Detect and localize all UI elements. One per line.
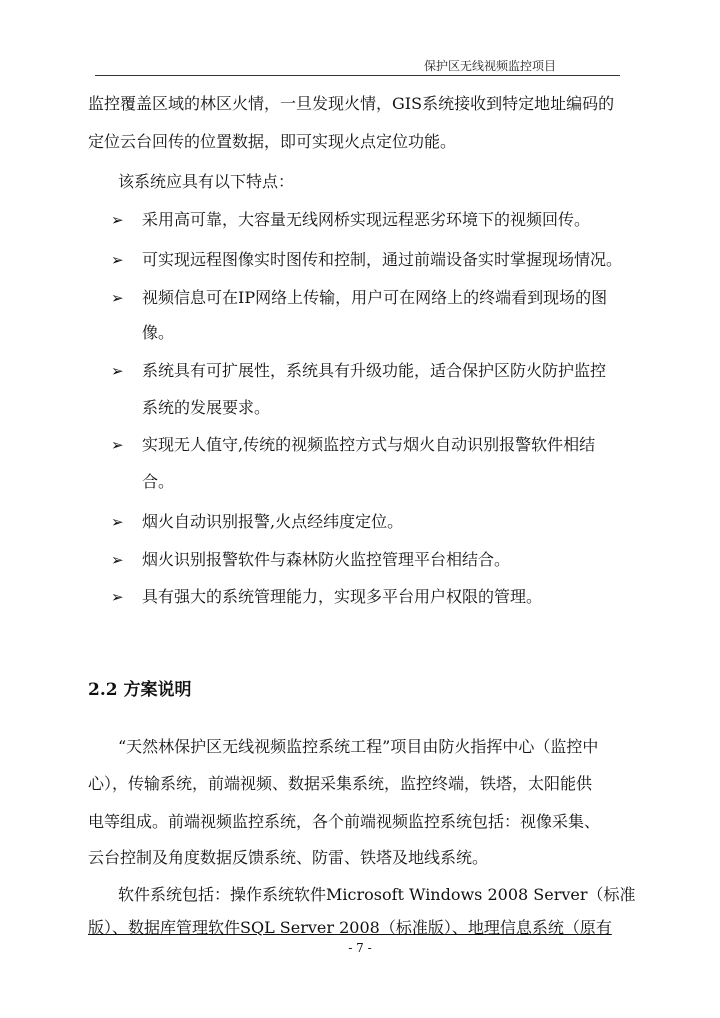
bullet-arrow-icon: ➢ bbox=[111, 513, 124, 531]
body-line-5: 软件系统包括：操作系统软件Microsoft Windows 2008 Server（标准 bbox=[118, 885, 636, 904]
feature-text: 实现无人值守,传统的视频监控方式与烟火自动识别报警软件相结 bbox=[142, 435, 596, 454]
body-line-1: “天然林保护区无线视频监控系统工程”项目由防火指挥中心（监控中 bbox=[118, 737, 599, 756]
bullet-arrow-icon: ➢ bbox=[111, 436, 124, 454]
feature-text-cont: 合。 bbox=[142, 472, 175, 491]
feature-text: 系统具有可扩展性，系统具有升级功能，适合保护区防火防护监控 bbox=[142, 361, 607, 380]
body-line-4: 云台控制及角度数据反馈系统、防雷、铁塔及地线系统。 bbox=[88, 848, 489, 867]
page-number: - 7 - bbox=[348, 941, 372, 955]
bullet-arrow-icon: ➢ bbox=[111, 551, 124, 569]
intro-line-2: 定位云台回传的位置数据，即可实现火点定位功能。 bbox=[88, 132, 457, 151]
feature-text: 烟火自动识别报警,火点经纬度定位。 bbox=[142, 512, 404, 531]
header-title: 保护区无线视频监控项目 bbox=[424, 59, 557, 73]
features-intro: 该系统应具有以下特点： bbox=[118, 172, 295, 191]
intro-line-1: 监控覆盖区域的林区火情，一旦发现火情，GIS系统接收到特定地址编码的 bbox=[88, 94, 615, 113]
bullet-arrow-icon: ➢ bbox=[111, 588, 124, 606]
feature-text: 具有强大的系统管理能力，实现多平台用户权限的管理。 bbox=[142, 587, 543, 606]
body-line-6: 版）、数据库管理软件SQL Server 2008（标准版）、地理信息系统（原有 bbox=[88, 918, 612, 937]
bullet-arrow-icon: ➢ bbox=[111, 362, 124, 380]
bullet-arrow-icon: ➢ bbox=[111, 211, 124, 229]
header-rule bbox=[95, 75, 620, 76]
body-line-3: 电等组成。前端视频监控系统，各个前端视频监控系统包括：视像采集、 bbox=[88, 812, 601, 831]
feature-text: 烟火识别报警软件与森林防火监控管理平台相结合。 bbox=[142, 550, 511, 569]
feature-text-cont: 像。 bbox=[142, 323, 175, 342]
feature-text-cont: 系统的发展要求。 bbox=[142, 398, 271, 417]
bullet-arrow-icon: ➢ bbox=[111, 289, 124, 307]
section-heading: 2.2 方案说明 bbox=[88, 680, 192, 700]
feature-text: 视频信息可在IP网络上传输，用户可在网络上的终端看到现场的图 bbox=[142, 288, 608, 307]
feature-text: 可实现远程图像实时图传和控制，通过前端设备实时掌握现场情况。 bbox=[142, 250, 623, 269]
bullet-arrow-icon: ➢ bbox=[111, 251, 124, 269]
feature-text: 采用高可靠，大容量无线网桥实现远程恶劣环境下的视频回传。 bbox=[142, 210, 591, 229]
body-line-2: 心），传输系统，前端视频、数据采集系统，监控终端，铁塔，太阳能供 bbox=[88, 774, 593, 793]
